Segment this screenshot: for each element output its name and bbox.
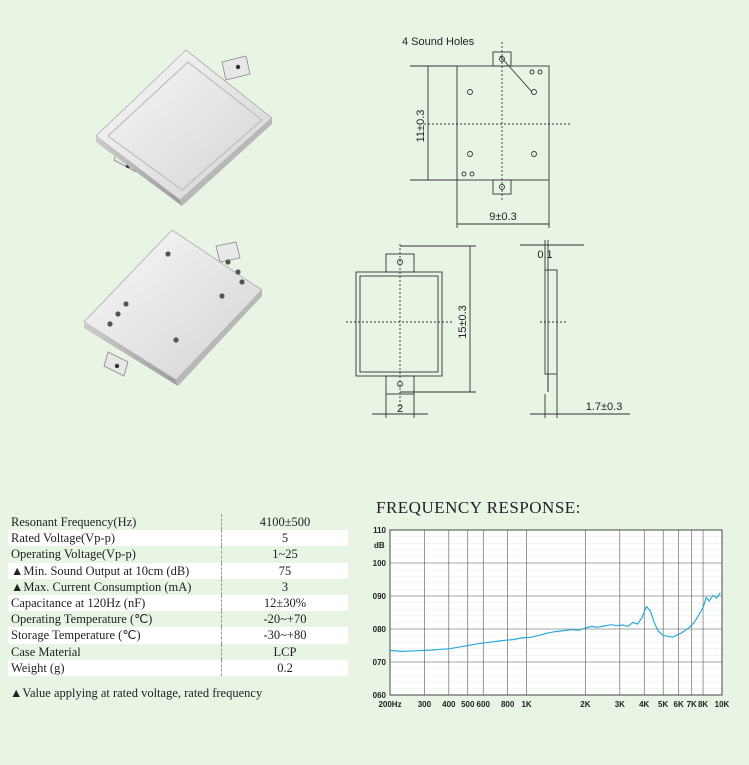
y-axis-unit: dB — [374, 541, 385, 550]
spec-label: ▲Max. Current Consumption (mA) — [11, 579, 192, 594]
dim-tab-thickness: 0.1 — [537, 249, 553, 261]
y-tick-label: 110 — [373, 526, 386, 535]
sound-holes-label: 4 Sound Holes — [402, 36, 475, 48]
x-tick-label: 8K — [697, 700, 709, 709]
spec-table — [8, 514, 348, 676]
spec-row — [8, 563, 348, 579]
spec-row — [8, 530, 348, 546]
x-tick-label: 300 — [417, 700, 432, 709]
spec-label: Operating Temperature (℃) — [11, 612, 153, 627]
x-tick-label: 400 — [442, 700, 456, 709]
spec-row — [8, 660, 348, 676]
x-tick-label: 6K — [673, 700, 684, 709]
spec-row — [8, 514, 348, 530]
y-tick-label: 060 — [372, 691, 386, 700]
x-tick-label: 10K — [714, 700, 730, 709]
spec-row — [8, 546, 348, 562]
spec-row — [8, 627, 348, 643]
dimension-drawings — [330, 20, 630, 440]
spec-label: Case Material — [11, 644, 81, 659]
dim-thickness: 1.7±0.3 — [585, 401, 623, 413]
spec-value: 12±30% — [222, 595, 349, 611]
spec-value: 75 — [222, 563, 349, 579]
spec-label: Capacitance at 120Hz (nF) — [8, 595, 222, 611]
spec-row — [8, 611, 348, 627]
spec-value: LCP — [222, 644, 349, 660]
frequency-response-chart — [360, 518, 740, 713]
y-tick-label: 070 — [372, 658, 386, 667]
spec-value: 4100±500 — [222, 514, 349, 530]
spec-label: ▲Min. Sound Output at 10cm (dB) — [8, 563, 222, 579]
chart-title: FREQUENCY RESPONSE: — [376, 498, 581, 517]
product-photos — [0, 0, 300, 420]
spec-label: Weight (g) — [8, 660, 222, 676]
dim-height: 11±0.3 — [415, 109, 427, 143]
spec-row — [8, 579, 348, 595]
y-tick-label: 100 — [372, 559, 386, 568]
spec-value: 1~25 — [222, 546, 349, 562]
x-tick-label: 4K — [639, 700, 650, 709]
y-tick-label: 090 — [372, 592, 386, 601]
spec-label: Rated Voltage(Vp-p) — [8, 530, 222, 546]
x-tick-label: 3K — [614, 700, 625, 709]
side-view-drawing — [520, 240, 630, 418]
spec-note: ▲Value applying at rated voltage, rated frequency — [10, 686, 263, 700]
spec-value: 5 — [222, 530, 349, 546]
spec-label: Operating Voltage(Vp-p) — [11, 547, 136, 562]
spec-value: 3 — [222, 579, 349, 595]
x-tick-label: 500 — [461, 700, 475, 709]
spec-value: -20~+70 — [222, 611, 349, 627]
buzzer-photo-top — [96, 50, 272, 206]
dim-length: 15±0.3 — [457, 305, 469, 339]
x-tick-label: 5K — [658, 700, 669, 709]
spec-label: Storage Temperature (℃) — [8, 627, 222, 643]
spec-row — [8, 595, 348, 611]
x-tick-label: 7K — [686, 700, 697, 709]
x-tick-label: 2K — [580, 700, 591, 709]
spec-value: 0.2 — [222, 660, 349, 676]
plot-area — [390, 530, 722, 695]
dim-width: 9±0.3 — [489, 211, 517, 223]
top-view-drawing — [410, 42, 570, 228]
y-tick-label: 080 — [372, 625, 386, 634]
x-tick-label: 1K — [521, 700, 532, 709]
spec-label: Resonant Frequency(Hz) — [11, 515, 137, 530]
x-tick-label: 200Hz — [378, 700, 402, 709]
spec-value: -30~+80 — [222, 627, 349, 643]
x-tick-label: 800 — [500, 700, 515, 709]
spec-row — [8, 644, 348, 660]
buzzer-photo-bottom — [84, 230, 262, 386]
dim-tab: 2 — [396, 403, 404, 415]
x-tick-label: 600 — [476, 700, 490, 709]
